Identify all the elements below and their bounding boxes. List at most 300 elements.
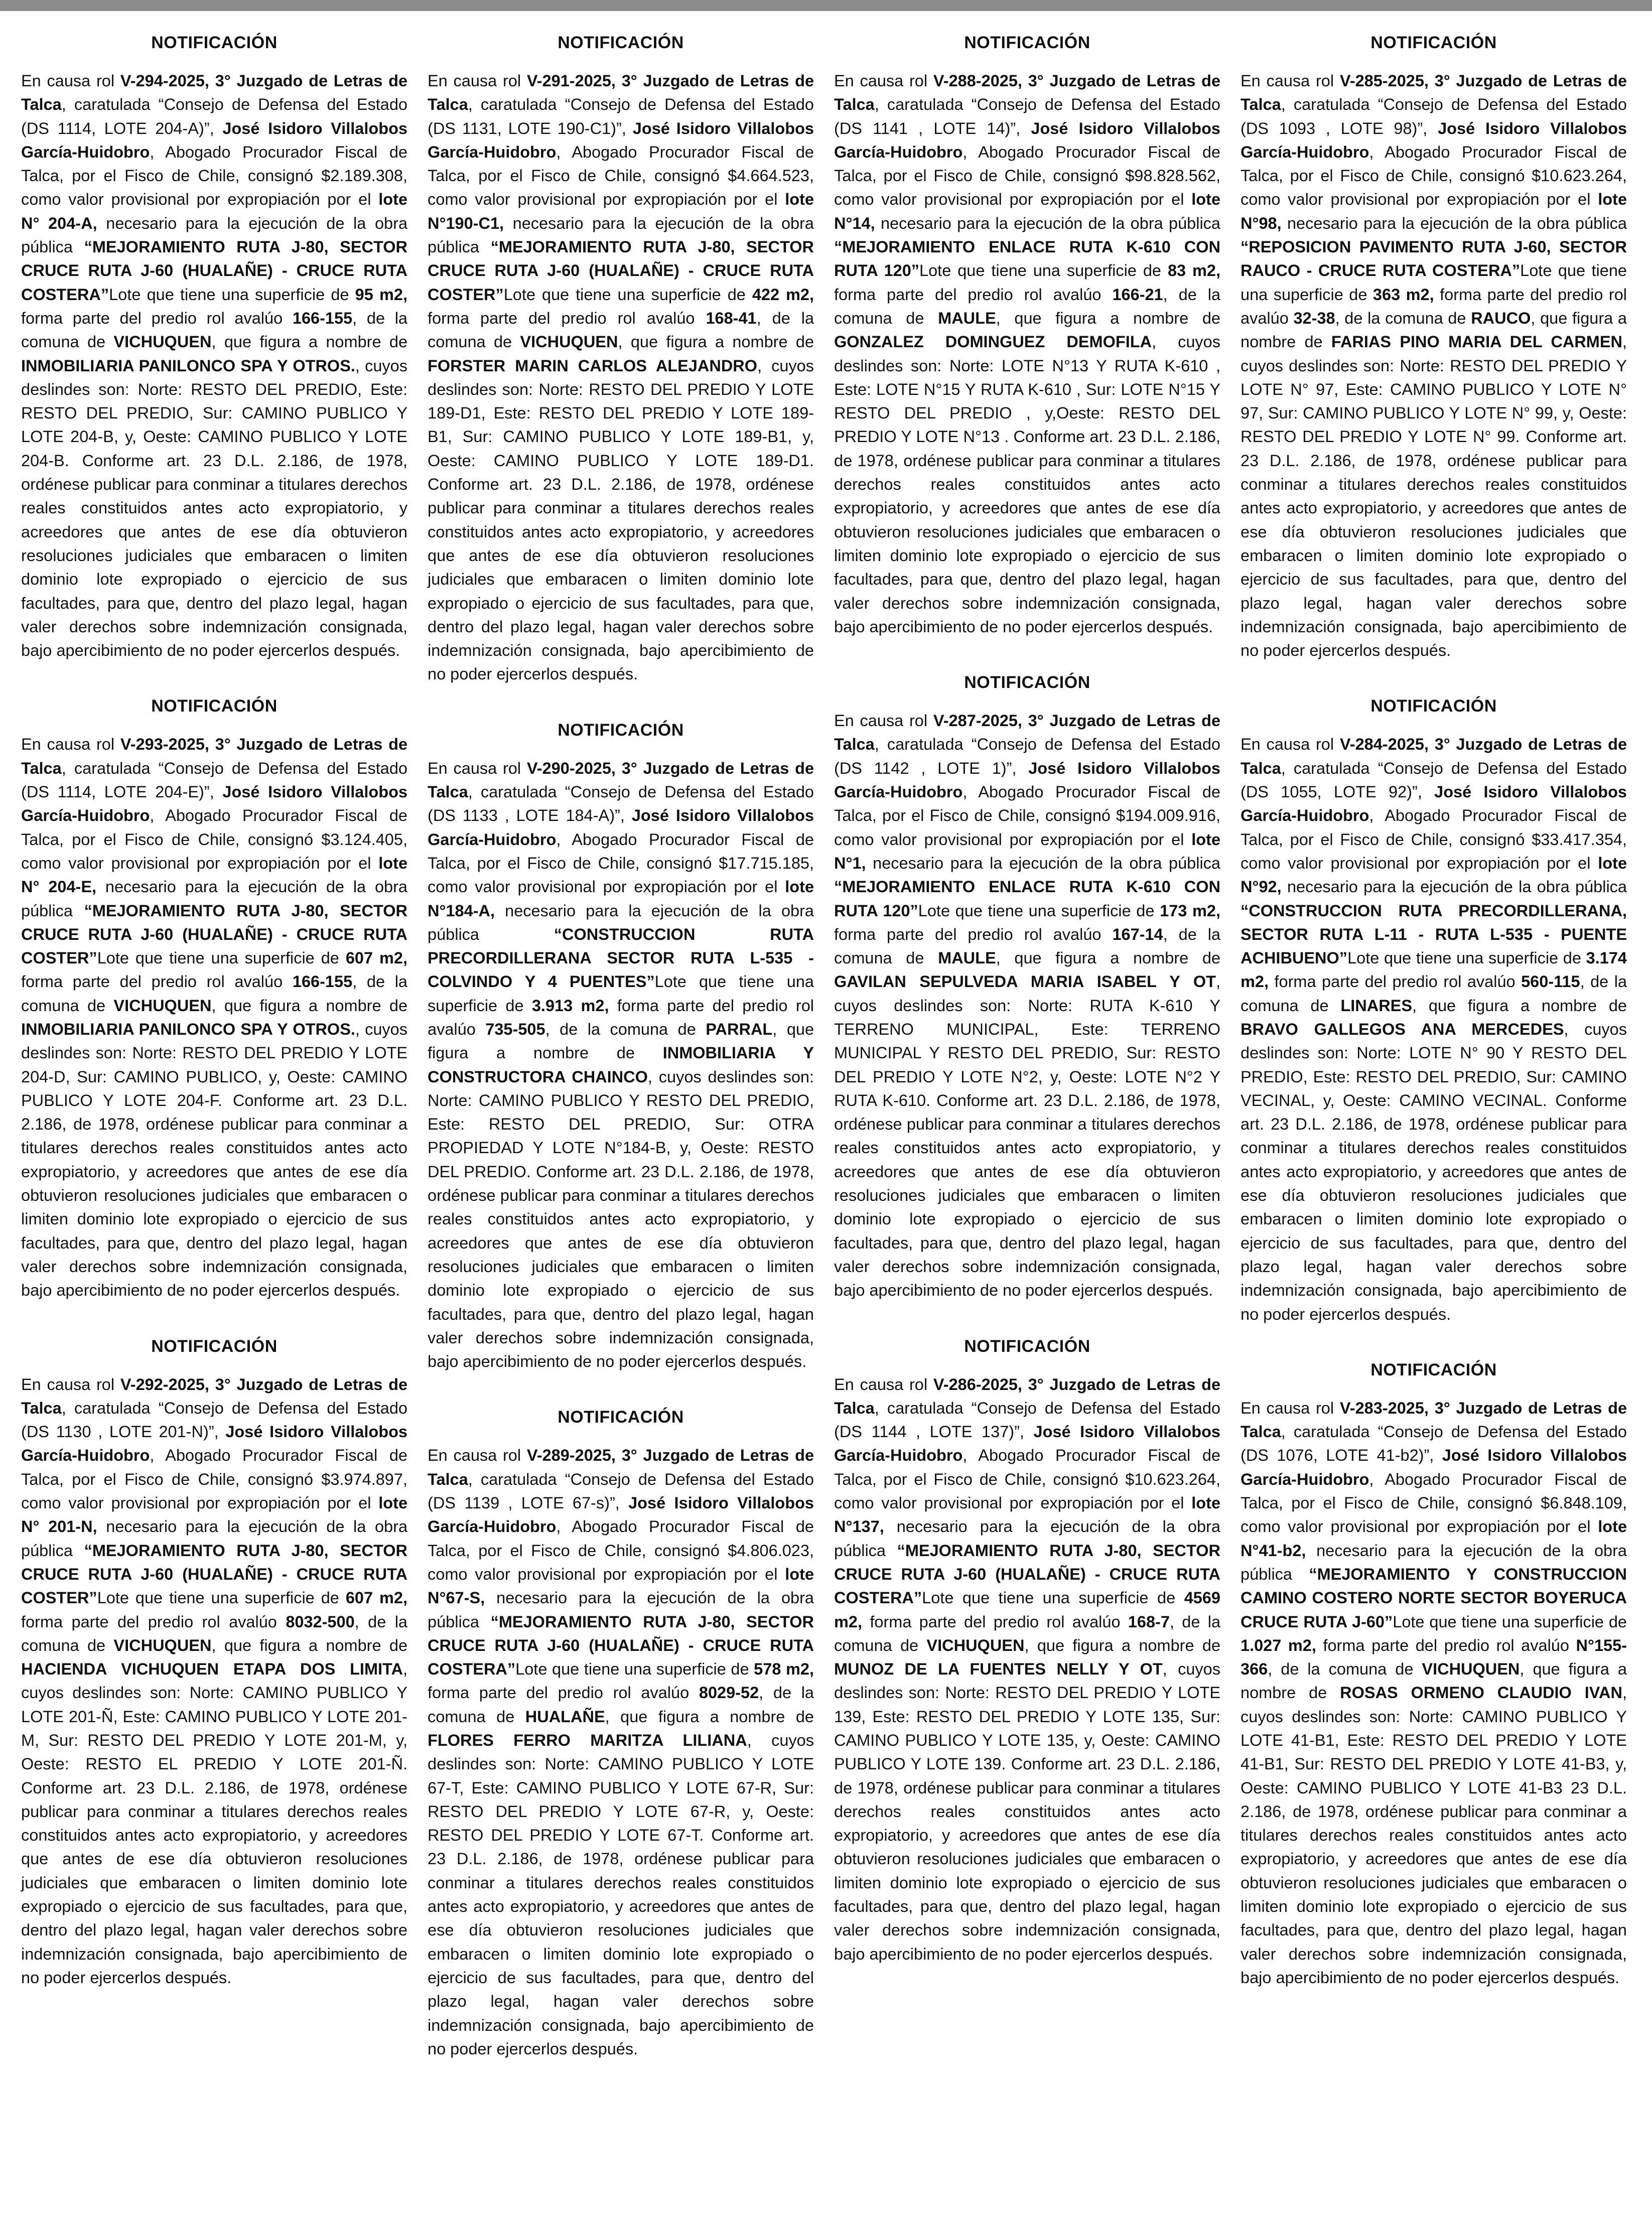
appraisal-roll: 735-505 xyxy=(485,1020,545,1038)
owner-name: MUNOZ DE LA FUENTES NELLY Y OT xyxy=(834,1660,1163,1679)
conforme-text: Conforme art. 23 D.L. 2.186, de 1978, ordénese publicar para conminar a titulares derechos reales constituidos antes acto expropiatorio, y acreedores que antes de ese día obtuvieron resoluciones judiciales que embaracen o limiten dominio lote expropiado o ejercicio de sus facultades, para que, dentro del plazo legal, hagan valer derechos sobre indemnización consignada, bajo apercibimiento de no poder ejercerlos después. xyxy=(834,1755,1220,1963)
forma-parte-text: forma parte del predio rol avalúo xyxy=(1323,1636,1569,1654)
notice-body: En causa rol V-286-2025, 3° Juzgado de Letras de Talca, caratulada “Consejo de Defensa del Estado (DS 1144 , LOTE 137)”, José Isidoro Villalobos García-Huidobro, Abogado Procurador Fiscal de Talca, por el Fisco de Chile, consignó $10.623.264, como valor provisional por expropiación por el lote N°137, necesario para la ejecución de la obra pública “MEJORAMIENTO RUTA J-80, SECTOR CRUCE RUTA J-60 (HUALAÑE) - CRUCE RUTA COSTERA”Lote que tiene una superficie de 4569 m2, forma parte del predio rol avalúo 168-7, de la comuna de VICHUQUEN, que figura a nombre de MUNOZ DE LA FUENTES NELLY Y OT, cuyos deslindes son: Norte: RESTO DEL PREDIO Y LOTE 139, Este: RESTO DEL PREDIO Y LOTE 135, Sur: CAMINO PUBLICO Y LOTE 135, y, Oeste: CAMINO PUBLICO Y LOTE 139. Conforme art. 23 D.L. 2.186, de 1978, ordénese publicar para conminar a titulares derechos reales constituidos antes acto expropiatorio, y acreedores que antes de ese día obtuvieron resoluciones judiciales que embaracen o limiten dominio lote expropiado o ejercicio de sus facultades, para que, dentro del plazo legal, hagan valer derechos sobre indemnización consignada, bajo apercibimiento de no poder ejercerlos después. xyxy=(834,1375,1221,1963)
valor-text: como valor provisional por expropiación por el xyxy=(1241,1517,1591,1536)
attorney-name: José Isidoro Villalobos García-Huidobro xyxy=(834,119,1221,161)
notice-body: En causa rol V-294-2025, 3° Juzgado de Letras de Talca, caratulada “Consejo de Defensa del Estado (DS 1114, LOTE 204-A)”, José Isidoro Villalobos García-Huidobro, Abogado Procurador Fiscal de Talca, por el Fisco de Chile, consignó $2.189.308, como valor provisional por expropiación por el lote N° 204-A, necesario para la ejecución de la obra pública “MEJORAMIENTO RUTA J-80, SECTOR CRUCE RUTA J-60 (HUALAÑE) - CRUCE RUTA COSTERA”Lote que tiene una superficie de 95 m2, forma parte del predio rol avalúo 166-155, de la comuna de VICHUQUEN, que figura a nombre de INMOBILIARIA PANILONCO SPA Y OTROS., cuyos deslindes son: Norte: RESTO DEL PREDIO, Este: RESTO DEL PREDIO, Sur: CAMINO PUBLICO Y LOTE 204-B, y, Oeste: CAMINO PUBLICO Y LOTE 204-B. Conforme art. 23 D.L. 2.186, de 1978, ordénese publicar para conminar a titulares derechos reales constituidos antes acto expropiatorio, y acreedores que antes de ese día obtuvieron resoluciones judiciales que embaracen o limiten dominio lote expropiado o ejercicio de sus facultades, para que, dentro del plazo legal, hagan valer derechos sobre indemnización consignada, bajo apercibimiento de no poder ejercerlos después. xyxy=(21,72,408,660)
lote-sup-text: Lote que tiene una superficie de xyxy=(922,1589,1176,1607)
commune: HUALAÑE xyxy=(525,1707,605,1726)
necesario-text: necesario para la ejecución de la obra pública xyxy=(21,1517,408,1560)
lot-number: lote N°92, xyxy=(1241,854,1627,896)
conforme-text: Conforme art. 23 D.L. 2.186, de 1978, ordénese publicar para conminar a titulares derechos reales constituidos antes acto expropiatorio, y acreedores que antes de ese día obtuvieron resoluciones judiciales que embaracen o limiten dominio lote expropiado o ejercicio de sus facultades, para que, dentro del plazo legal, hagan valer derechos sobre indemnización consignada, bajo apercibimiento de no poder ejercerlos después. xyxy=(834,1091,1221,1300)
case-caption: “Consejo de Defensa del Estado (DS 1130 , LOTE 201-N)” xyxy=(21,1399,408,1441)
case-caption: “Consejo de Defensa del Estado (DS 1093 , LOTE 98)” xyxy=(1241,95,1627,137)
necesario-text: necesario para la ejecución de la obra pública xyxy=(1287,214,1627,232)
column-3 xyxy=(834,31,1220,1998)
column-2 xyxy=(428,31,814,2093)
case-caption: “Consejo de Defensa del Estado (DS 1141 , LOTE 14)” xyxy=(834,95,1221,137)
surface-area: 4569 m2, xyxy=(834,1589,1221,1631)
lot-number: lote N°190-C1, xyxy=(428,190,814,232)
figura-text: que figura a nombre de xyxy=(428,1020,814,1062)
lot-number: lote N°14, xyxy=(834,190,1221,232)
boundaries: Norte: LOTE N°13 Y RUTA K-610 , Este: LOTE N°15 Y RUTA K-610 , Sur: LOTE N°15 Y RESTO DEL PREDIO , y,Oeste: RESTO DEL PREDIO Y LOTE N°13 . xyxy=(834,356,1221,446)
public-work: “MEJORAMIENTO RUTA J-80, SECTOR CRUCE RUTA J-60 (HUALAÑE) - CRUCE RUTA COSTER” xyxy=(21,901,407,967)
amount: $194.009.916 xyxy=(1116,806,1216,825)
owner-name: HACIENDA VICHUQUEN ETAPA DOS LIMITA xyxy=(21,1660,403,1679)
attorney-role: Abogado Procurador Fiscal de Talca, por el Fisco de Chile, consignó xyxy=(834,143,1220,185)
boundaries: Norte: RESTO DEL PREDIO, Este: RESTO DEL PREDIO, Sur: CAMINO PUBLICO Y LOTE 204-B, y, Oeste: CAMINO PUBLICO Y LOTE 204-B. xyxy=(21,380,408,470)
notice-title: NOTIFICACIÓN xyxy=(964,33,1090,52)
necesario-text: necesario para la ejecución de la obra pública xyxy=(1287,878,1627,896)
forma-parte-text: forma parte del predio rol avalúo xyxy=(870,1612,1121,1631)
forma-parte-text: forma parte del predio rol avalúo xyxy=(21,1612,277,1631)
lote-sup-text: Lote que tiene una superficie de xyxy=(109,285,349,304)
valor-text: como valor provisional por expropiación por el xyxy=(428,190,778,209)
appraisal-roll: 8032-500 xyxy=(286,1612,355,1631)
notifications-page xyxy=(0,11,1652,2222)
conforme-text: 23 D.L. 2.186, de 1978, ordénese publicar para conminar a titulares derechos reales constituidos antes acto expropiatorio, y acreedores que antes de ese día obtuvieron resoluciones judiciales que embaracen o limiten dominio lote expropiado o ejercicio de sus facultades, para que, dentro del plazo legal, hagan valer derechos sobre indemnización consignada, bajo apercibimiento de no poder ejercerlos después. xyxy=(1241,1778,1627,1987)
intro-text: En causa rol xyxy=(1241,72,1334,90)
forma-parte-text: forma parte del predio rol avalúo xyxy=(1241,285,1627,327)
amount: $33.417.354 xyxy=(1532,830,1622,849)
conforme-text: Conforme art. 23 D.L. 2.186, de 1978, ordénese publicar para conminar a titulares derechos reales constituidos antes acto expropiatorio, y acreedores que antes de ese día obtuvieron resoluciones judiciales que embaracen o limiten dominio lote expropiado o ejercicio de sus facultades, para que, dentro del plazo legal, hagan valer derechos sobre indemnización consignada, bajo apercibimiento de no poder ejercerlos después. xyxy=(1241,1091,1627,1323)
caratulada-label: caratulada xyxy=(480,1470,557,1488)
figura-text: que figura a nombre de xyxy=(1014,949,1220,967)
attorney-role: Abogado Procurador Fiscal de Talca, por el Fisco de Chile, consignó xyxy=(834,783,1220,825)
comuna-text: de la comuna de xyxy=(560,1020,696,1038)
lote-sup-text: Lote que tiene una superficie de xyxy=(503,285,746,304)
case-rol: V-288-2025, 3° Juzgado de Letras de Talca xyxy=(834,72,1221,114)
commune: LINARES xyxy=(1340,996,1413,1015)
intro-text: En causa rol xyxy=(21,72,115,90)
boundaries: Norte: CAMINO PUBLICO Y LOTE 201-Ñ, Este: CAMINO PUBLICO Y LOTE 201-M, Sur: RESTO DEL PREDIO Y LOTE 201-M, y, Oeste: RESTO EL PREDIO Y LOTE 201-Ñ. xyxy=(21,1684,407,1773)
boundaries: Norte: RESTO DEL PREDIO Y LOTE 189-D1, Este: RESTO DEL PREDIO Y LOTE 189-B1, Sur: CAMINO PUBLICO Y LOTE 189-B1, y, Oeste: CAMINO PUBLICO Y LOTE 189-D1. xyxy=(428,380,814,470)
conforme-text: Conforme art. 23 D.L. 2.186, de 1978, ordénese publicar para conminar a titulares derechos reales constituidos antes acto expropiatorio, y acreedores que antes de ese día obtuvieron resoluciones judiciales que embaracen o limiten dominio lote expropiado o ejercicio de sus facultades, para que, dentro del plazo legal, hagan valer derechos sobre indemnización consignada, bajo apercibimiento de no poder ejercerlos después. xyxy=(21,1778,407,1987)
attorney-role: Abogado Procurador Fiscal de Talca, por el Fisco de Chile, consignó xyxy=(21,1446,407,1488)
amount: $6.848.109 xyxy=(1541,1494,1622,1512)
notice-title: NOTIFICACIÓN xyxy=(151,697,278,716)
valor-text: como valor provisional por expropiación por el xyxy=(1241,190,1591,209)
notice-title: NOTIFICACIÓN xyxy=(1370,33,1497,52)
attorney-role: Abogado Procurador Fiscal de Talca, por el Fisco de Chile, consignó xyxy=(834,1446,1220,1488)
forma-parte-text: forma parte del predio rol avalúo xyxy=(1274,973,1516,991)
notice-title: NOTIFICACIÓN xyxy=(151,1336,278,1356)
amount: $4.664.523 xyxy=(728,167,809,185)
notice xyxy=(21,1335,407,1990)
attorney-name: José Isidoro Villalobos García-Huidobro xyxy=(1241,1446,1627,1488)
case-caption: “Consejo de Defensa del Estado (DS 1133 , LOTE 184-A)” xyxy=(428,783,814,825)
boundaries: Norte: CAMINO PUBLICO Y RESTO DEL PREDIO, Este: RESTO DEL PREDIO, Sur: OTRA PROPIEDAD Y LOTE N°184-B, y, Oeste: RESTO DEL PREDIO. xyxy=(428,1091,814,1181)
caratulada-label: caratulada xyxy=(74,95,151,114)
attorney-name: José Isidoro Villalobos García-Huidobro xyxy=(834,1423,1221,1465)
case-caption: “Consejo de Defensa del Estado (DS 1131, LOTE 190-C1)” xyxy=(428,95,814,137)
public-work: “MEJORAMIENTO RUTA J-80, SECTOR CRUCE RUTA J-60 (HUALAÑE) - CRUCE RUTA COSTER” xyxy=(428,238,814,304)
commune: RAUCO xyxy=(1471,309,1531,327)
valor-text: como valor provisional por expropiación por el xyxy=(834,1494,1184,1512)
amount: $98.828.562 xyxy=(1125,167,1216,185)
public-work: “MEJORAMIENTO RUTA J-80, SECTOR CRUCE RUTA J-60 (HUALAÑE) - CRUCE RUTA COSTERA” xyxy=(21,238,407,304)
intro-text: En causa rol xyxy=(428,72,521,90)
deslindes-label: cuyos deslindes son: xyxy=(21,1684,181,1702)
caratulada-label: caratulada xyxy=(74,1399,151,1417)
notice xyxy=(1241,695,1627,1326)
figura-text: que figura a nombre de xyxy=(224,1636,408,1654)
attorney-role: Abogado Procurador Fiscal de Talca, por el Fisco de Chile, consignó xyxy=(428,143,814,185)
figura-text: que figura a nombre de xyxy=(224,333,408,351)
necesario-text: necesario para la ejecución de la obra pública xyxy=(21,878,407,920)
lot-number: lote N°41-b2, xyxy=(1241,1517,1627,1560)
forma-parte-text: forma parte del predio rol avalúo xyxy=(428,996,814,1038)
case-rol: V-284-2025, 3° Juzgado de Letras de Talca xyxy=(1241,735,1627,777)
surface-area: 422 m2, xyxy=(752,285,814,304)
public-work: “MEJORAMIENTO ENLACE RUTA K-610 CON RUTA 120” xyxy=(834,878,1220,920)
notice xyxy=(834,671,1220,1302)
boundaries: Norte: CAMINO PUBLICO Y LOTE 41-B1, Este: RESTO DEL PREDIO Y LOTE 41-B1, Sur: RESTO DEL PREDIO Y LOTE 41-B3, y, Oeste: CAMINO PUBLICO Y LOTE 41-B3 xyxy=(1241,1707,1627,1797)
surface-area: 607 m2, xyxy=(345,949,407,967)
surface-area: 3.174 m2, xyxy=(1241,949,1627,991)
conforme-text: Conforme art. 23 D.L. 2.186, de 1978, ordénese publicar para conminar a titulares derechos reales constituidos antes acto expropiatorio, y acreedores que antes de ese día obtuvieron resoluciones judiciales que embaracen o limiten dominio lote expropiado o ejercicio de sus facultades, para que, dentro del plazo legal, hagan valer derechos sobre indemnización consignada, bajo apercibimiento de no poder ejercerlos después. xyxy=(428,1826,814,2058)
necesario-text: necesario para la ejecución de la obra pública xyxy=(428,901,814,943)
attorney-name: José Isidoro Villalobos García-Huidobro xyxy=(428,119,814,161)
case-rol: V-285-2025, 3° Juzgado de Letras de Talca xyxy=(1241,72,1627,114)
public-work: “MEJORAMIENTO Y CONSTRUCCION CAMINO COSTERO NORTE SECTOR BOYERUCA CRUCE RUTA J-60” xyxy=(1241,1565,1627,1631)
attorney-name: José Isidoro Villalobos García-Huidobro xyxy=(21,1423,407,1465)
attorney-name: José Isidoro Villalobos García-Huidobro xyxy=(21,119,408,161)
intro-text: En causa rol xyxy=(1241,1399,1334,1417)
boundaries: Norte: RESTO DEL PREDIO Y LOTE 204-D, Sur: CAMINO PUBLICO, y, Oeste: CAMINO PUBLICO Y LOTE 204-F. xyxy=(21,1044,408,1109)
case-caption: “Consejo de Defensa del Estado (DS 1114, LOTE 204-E)” xyxy=(21,759,408,801)
attorney-name: José Isidoro Villalobos García-Huidobro xyxy=(21,783,408,825)
deslindes-label: cuyos deslindes son: xyxy=(1241,356,1395,375)
deslindes-label: cuyos deslindes son: xyxy=(1241,1020,1627,1062)
notice-title: NOTIFICACIÓN xyxy=(558,720,684,740)
appraisal-roll: N°155-366 xyxy=(1241,1636,1627,1679)
conforme-text: Conforme art. 23 D.L. 2.186, de 1978, ordénese publicar para conminar a titulares derechos reales constituidos antes acto expropiatorio, y acreedores que antes de ese día obtuvieron resoluciones judiciales que embaracen o limiten dominio lote expropiado o ejercicio de sus facultades, para que, dentro del plazo legal, hagan valer derechos sobre indemnización consignada, bajo apercibimiento de no poder ejercerlos después. xyxy=(1241,428,1627,660)
surface-area: 173 m2, xyxy=(1160,901,1221,920)
commune: MAULE xyxy=(938,309,996,327)
public-work: “MEJORAMIENTO RUTA J-80, SECTOR CRUCE RUTA J-60 (HUALAÑE) - CRUCE RUTA COSTERA” xyxy=(428,1612,814,1679)
surface-area: 607 m2, xyxy=(345,1589,407,1607)
forma-parte-text: forma parte del predio rol avalúo xyxy=(428,1684,690,1702)
comuna-text: de la comuna de xyxy=(21,973,408,1015)
comuna-text: de la comuna de xyxy=(21,309,408,351)
caratulada-label: caratulada xyxy=(887,735,963,754)
appraisal-roll: 32-38 xyxy=(1293,309,1335,327)
notice-body: En causa rol V-285-2025, 3° Juzgado de Letras de Talca, caratulada “Consejo de Defensa del Estado (DS 1093 , LOTE 98)”, José Isidoro Villalobos García-Huidobro, Abogado Procurador Fiscal de Talca, por el Fisco de Chile, consignó $10.623.264, como valor provisional por expropiación por el lote N°98, necesario para la ejecución de la obra pública “REPOSICION PAVIMENTO RUTA J-60, SECTOR RAUCO - CRUCE RUTA COSTERA”Lote que tiene una superficie de 363 m2, forma parte del predio rol avalúo 32-38, de la comuna de RAUCO, que figura a nombre de FARIAS PINO MARIA DEL CARMEN, cuyos deslindes son: Norte: RESTO DEL PREDIO Y LOTE N° 97, Este: CAMINO PUBLICO Y LOTE N° 97, Sur: CAMINO PUBLICO Y LOTE N° 99, y, Oeste: RESTO DEL PREDIO Y LOTE N° 99. Conforme art. 23 D.L. 2.186, de 1978, ordénese publicar para conminar a titulares derechos reales constituidos antes acto expropiatorio, y acreedores que antes de ese día obtuvieron resoluciones judiciales que embaracen o limiten dominio lote expropiado o ejercicio de sus facultades, para que, dentro del plazo legal, hagan valer derechos sobre indemnización consignada, bajo apercibimiento de no poder ejercerlos después. xyxy=(1241,72,1627,660)
lot-number: lote N°67-S, xyxy=(428,1565,814,1607)
commune: VICHUQUEN xyxy=(113,996,212,1015)
intro-text: En causa rol xyxy=(834,1375,928,1394)
caratulada-label: caratulada xyxy=(1293,1423,1370,1441)
appraisal-roll: 8029-52 xyxy=(699,1684,759,1702)
notice-body: En causa rol V-288-2025, 3° Juzgado de Letras de Talca, caratulada “Consejo de Defensa del Estado (DS 1141 , LOTE 14)”, José Isidoro Villalobos García-Huidobro, Abogado Procurador Fiscal de Talca, por el Fisco de Chile, consignó $98.828.562, como valor provisional por expropiación por el lote N°14, necesario para la ejecución de la obra pública “MEJORAMIENTO ENLACE RUTA K-610 CON RUTA 120”Lote que tiene una superficie de 83 m2, forma parte del predio rol avalúo 166-21, de la comuna de MAULE, que figura a nombre de GONZALEZ DOMINGUEZ DEMOFILA, cuyos deslindes son: Norte: LOTE N°13 Y RUTA K-610 , Este: LOTE N°15 Y RUTA K-610 , Sur: LOTE N°15 Y RESTO DEL PREDIO , y,Oeste: RESTO DEL PREDIO Y LOTE N°13 . Conforme art. 23 D.L. 2.186, de 1978, ordénese publicar para conminar a titulares derechos reales constituidos antes acto expropiatorio, y acreedores que antes de ese día obtuvieron resoluciones judiciales que embaracen o limiten dominio lote expropiado o ejercicio de sus facultades, para que, dentro del plazo legal, hagan valer derechos sobre indemnización consignada, bajo apercibimiento de no poder ejercerlos después. xyxy=(834,72,1221,636)
public-work: “CONSTRUCCION RUTA PRECORDILLERANA SECTOR RUTA L-535 - COLVINDO Y 4 PUENTES” xyxy=(428,925,814,991)
deslindes-label: cuyos deslindes son: xyxy=(834,1660,1221,1702)
case-caption: “Consejo de Defensa del Estado (DS 1114, LOTE 204-A)” xyxy=(21,95,408,137)
surface-area: 1.027 m2, xyxy=(1241,1636,1316,1654)
valor-text: como valor provisional por expropiación por el xyxy=(21,854,371,872)
appraisal-roll: 166-21 xyxy=(1112,285,1163,304)
necesario-text: necesario para la ejecución de la obra pública xyxy=(428,214,814,256)
case-rol: V-286-2025, 3° Juzgado de Letras de Talca xyxy=(834,1375,1221,1417)
figura-text: que figura a nombre de xyxy=(1037,1636,1221,1654)
notice xyxy=(428,1406,814,2061)
appraisal-roll: 166-155 xyxy=(292,309,353,327)
attorney-role: Abogado Procurador Fiscal de Talca, por el Fisco de Chile, consignó xyxy=(1241,143,1627,185)
lote-sup-text: Lote que tiene una superficie de xyxy=(97,1589,339,1607)
caratulada-label: caratulada xyxy=(887,95,963,114)
commune: VICHUQUEN xyxy=(1422,1660,1520,1679)
notice-body: En causa rol V-284-2025, 3° Juzgado de Letras de Talca, caratulada “Consejo de Defensa del Estado (DS 1055, LOTE 92)”, José Isidoro Villalobos García-Huidobro, Abogado Procurador Fiscal de Talca, por el Fisco de Chile, consignó $33.417.354, como valor provisional por expropiación por el lote N°92, necesario para la ejecución de la obra pública “CONSTRUCCION RUTA PRECORDILLERANA, SECTOR RUTA L-11 - RUTA L-535 - PUENTE ACHIBUENO”Lote que tiene una superficie de 3.174 m2, forma parte del predio rol avalúo 560-115, de la comuna de LINARES, que figura a nombre de BRAVO GALLEGOS ANA MERCEDES, cuyos deslindes son: Norte: LOTE N° 90 Y RESTO DEL PREDIO, Este: RESTO DEL PREDIO, Sur: CAMINO VECINAL, y, Oeste: CAMINO VECINAL. Conforme art. 23 D.L. 2.186, de 1978, ordénese publicar para conminar a titulares derechos reales constituidos antes acto expropiatorio, y acreedores que antes de ese día obtuvieron resoluciones judiciales que embaracen o limiten dominio lote expropiado o ejercicio de sus facultades, para que, dentro del plazo legal, hagan valer derechos sobre indemnización consignada, bajo apercibimiento de no poder ejercerlos después. xyxy=(1241,735,1627,1323)
boundaries: Norte: CAMINO PUBLICO Y LOTE 67-T, Este: CAMINO PUBLICO Y LOTE 67-R, Sur: RESTO DEL PREDIO Y LOTE 67-R, y, Oeste: RESTO DEL PREDIO Y LOTE 67-T. xyxy=(428,1755,814,1845)
appraisal-roll: 167-14 xyxy=(1112,925,1163,943)
notice-body: En causa rol V-290-2025, 3° Juzgado de Letras de Talca, caratulada “Consejo de Defensa del Estado (DS 1133 , LOTE 184-A)”, José Isidoro Villalobos García-Huidobro, Abogado Procurador Fiscal de Talca, por el Fisco de Chile, consignó $17.715.185, como valor provisional por expropiación por el lote N°184-A, necesario para la ejecución de la obra pública “CONSTRUCCION RUTA PRECORDILLERANA SECTOR RUTA L-535 - COLVINDO Y 4 PUENTES”Lote que tiene una superficie de 3.913 m2, forma parte del predio rol avalúo 735-505, de la comuna de PARRAL, que figura a nombre de INMOBILIARIA Y CONSTRUCTORA CHAINCO, cuyos deslindes son: Norte: CAMINO PUBLICO Y RESTO DEL PREDIO, Este: RESTO DEL PREDIO, Sur: OTRA PROPIEDAD Y LOTE N°184-B, y, Oeste: RESTO DEL PREDIO. Conforme art. 23 D.L. 2.186, de 1978, ordénese publicar para conminar a titulares derechos reales constituidos antes acto expropiatorio, y acreedores que antes de ese día obtuvieron resoluciones judiciales que embaracen o limiten dominio lote expropiado o ejercicio de sus facultades, para que, dentro del plazo legal, hagan valer derechos sobre indemnización consignada, bajo apercibimiento de no poder ejercerlos después. xyxy=(428,759,814,1371)
attorney-role: Abogado Procurador Fiscal de Talca, por el Fisco de Chile, consignó xyxy=(428,830,814,872)
intro-text: En causa rol xyxy=(428,759,521,777)
case-rol: V-294-2025, 3° Juzgado de Letras de Talca xyxy=(21,72,408,114)
valor-text: como valor provisional por expropiación por el xyxy=(834,190,1184,209)
appraisal-roll: 168-7 xyxy=(1128,1612,1170,1631)
notice xyxy=(1241,31,1627,662)
figura-text: que figura a nombre de xyxy=(630,333,814,351)
public-work: “REPOSICION PAVIMENTO RUTA J-60, SECTOR RAUCO - CRUCE RUTA COSTERA” xyxy=(1241,238,1627,280)
notice xyxy=(428,719,814,1374)
comuna-text: de la comuna de xyxy=(834,285,1221,327)
notice xyxy=(834,31,1220,639)
surface-area: 578 m2, xyxy=(754,1660,814,1679)
attorney-role: Abogado Procurador Fiscal de Talca, por el Fisco de Chile, consignó xyxy=(21,143,407,185)
conforme-text: Conforme art. 23 D.L. 2.186, de 1978, ordénese publicar para conminar a titulares derechos reales constituidos antes acto expropiatorio, y acreedores que antes de ese día obtuvieron resoluciones judiciales que embaracen o limiten dominio lote expropiado o ejercicio de sus facultades, para que, dentro del plazo legal, hagan valer derechos sobre indemnización consignada, bajo apercibimiento de no poder ejercerlos después. xyxy=(428,1162,814,1371)
lot-number: lote N° 204-E, xyxy=(21,854,408,896)
comuna-text: de la comuna de xyxy=(1344,309,1466,327)
case-caption: “Consejo de Defensa del Estado (DS 1142 , LOTE 1)” xyxy=(834,735,1221,777)
top-rule xyxy=(0,0,1652,11)
deslindes-label: cuyos deslindes son: xyxy=(21,356,407,398)
figura-text: que figura a nombre de xyxy=(1241,1660,1627,1702)
owner-name: GAVILAN SEPULVEDA MARIA ISABEL Y OT xyxy=(834,973,1216,991)
case-rol: V-290-2025, 3° Juzgado de Letras de Talca xyxy=(428,759,814,801)
boundaries: Norte: LOTE N° 90 Y RESTO DEL PREDIO, Este: RESTO DEL PREDIO, Sur: CAMINO VECINAL, y, Oeste: CAMINO VECINAL. xyxy=(1241,1044,1627,1109)
caratulada-label: caratulada xyxy=(1293,759,1370,777)
notice-body: En causa rol V-292-2025, 3° Juzgado de Letras de Talca, caratulada “Consejo de Defensa del Estado (DS 1130 , LOTE 201-N)”, José Isidoro Villalobos García-Huidobro, Abogado Procurador Fiscal de Talca, por el Fisco de Chile, consignó $3.974.897, como valor provisional por expropiación por el lote N° 201-N, necesario para la ejecución de la obra pública “MEJORAMIENTO RUTA J-80, SECTOR CRUCE RUTA J-60 (HUALAÑE) - CRUCE RUTA COSTER”Lote que tiene una superficie de 607 m2, forma parte del predio rol avalúo 8032-500, de la comuna de VICHUQUEN, que figura a nombre de HACIENDA VICHUQUEN ETAPA DOS LIMITA, cuyos deslindes son: Norte: CAMINO PUBLICO Y LOTE 201-Ñ, Este: CAMINO PUBLICO Y LOTE 201-M, Sur: RESTO DEL PREDIO Y LOTE 201-M, y, Oeste: RESTO EL PREDIO Y LOTE 201-Ñ. Conforme art. 23 D.L. 2.186, de 1978, ordénese publicar para conminar a titulares derechos reales constituidos antes acto expropiatorio, y acreedores que antes de ese día obtuvieron resoluciones judiciales que embaracen o limiten dominio lote expropiado o ejercicio de sus facultades, para que, dentro del plazo legal, hagan valer derechos sobre indemnización consignada, bajo apercibimiento de no poder ejercerlos después. xyxy=(21,1375,408,1987)
figura-text: que figura a nombre de xyxy=(1241,309,1627,351)
conforme-text: Conforme art. 23 D.L. 2.186, de 1978, ordénese publicar para conminar a titulares derechos reales constituidos antes acto expropiatorio, y acreedores que antes de ese día obtuvieron resoluciones judiciales que embaracen o limiten dominio lote expropiado o ejercicio de sus facultades, para que, dentro del plazo legal, hagan valer derechos sobre indemnización consignada, bajo apercibimiento de no poder ejercerlos después. xyxy=(834,428,1220,636)
lot-number: lote N°137, xyxy=(834,1494,1221,1536)
notice xyxy=(21,31,407,662)
intro-text: En causa rol xyxy=(1241,735,1334,754)
notice-title: NOTIFICACIÓN xyxy=(558,33,684,52)
case-rol: V-283-2025, 3° Juzgado de Letras de Talca xyxy=(1241,1399,1627,1441)
figura-text: que figura a nombre de xyxy=(620,1707,814,1726)
amount: $2.189.308 xyxy=(321,167,403,185)
forma-parte-text: forma parte del predio rol avalúo xyxy=(21,309,283,327)
column-1 xyxy=(21,31,407,2022)
comuna-text: de la comuna de xyxy=(1241,973,1627,1015)
forma-parte-text: forma parte del predio rol avalúo xyxy=(428,309,695,327)
lote-sup-text: Lote que tiene una superficie de xyxy=(1241,261,1627,304)
intro-text: En causa rol xyxy=(834,72,928,90)
column-4 xyxy=(1241,31,1627,2022)
case-rol: V-291-2025, 3° Juzgado de Letras de Talca xyxy=(428,72,814,114)
case-rol: V-289-2025, 3° Juzgado de Letras de Talca xyxy=(428,1446,814,1488)
attorney-role: Abogado Procurador Fiscal de Talca, por el Fisco de Chile, consignó xyxy=(1241,806,1627,849)
necesario-text: necesario para la ejecución de la obra pública xyxy=(428,1589,814,1631)
deslindes-label: cuyos deslindes son: xyxy=(428,1731,814,1773)
lot-number: lote N° 204-A, xyxy=(21,190,408,232)
conforme-text: Conforme art. 23 D.L. 2.186, de 1978, ordénese publicar para conminar a titulares derechos reales constituidos antes acto expropiatorio, y acreedores que antes de ese día obtuvieron resoluciones judiciales que embaracen o limiten dominio lote expropiado o ejercicio de sus facultades, para que, dentro del plazo legal, hagan valer derechos sobre indemnización consignada, bajo apercibimiento de no poder ejercerlos después. xyxy=(428,475,814,683)
lote-sup-text: Lote que tiene una superficie de xyxy=(97,949,339,967)
notice-body: En causa rol V-293-2025, 3° Juzgado de Letras de Talca, caratulada “Consejo de Defensa del Estado (DS 1114, LOTE 204-E)”, José Isidoro Villalobos García-Huidobro, Abogado Procurador Fiscal de Talca, por el Fisco de Chile, consignó $3.124.405, como valor provisional por expropiación por el lote N° 204-E, necesario para la ejecución de la obra pública “MEJORAMIENTO RUTA J-80, SECTOR CRUCE RUTA J-60 (HUALAÑE) - CRUCE RUTA COSTER”Lote que tiene una superficie de 607 m2, forma parte del predio rol avalúo 166-155, de la comuna de VICHUQUEN, que figura a nombre de INMOBILIARIA PANILONCO SPA Y OTROS., cuyos deslindes son: Norte: RESTO DEL PREDIO Y LOTE 204-D, Sur: CAMINO PUBLICO, y, Oeste: CAMINO PUBLICO Y LOTE 204-F. Conforme art. 23 D.L. 2.186, de 1978, ordénese publicar para conminar a titulares derechos reales constituidos antes acto expropiatorio, y acreedores que antes de ese día obtuvieron resoluciones judiciales que embaracen o limiten dominio lote expropiado o ejercicio de sus facultades, para que, dentro del plazo legal, hagan valer derechos sobre indemnización consignada, bajo apercibimiento de no poder ejercerlos después. xyxy=(21,735,408,1300)
owner-name: INMOBILIARIA PANILONCO SPA Y OTROS. xyxy=(21,356,355,375)
necesario-text: necesario para la ejecución de la obra pública xyxy=(873,854,1220,872)
case-rol: V-293-2025, 3° Juzgado de Letras de Talca xyxy=(21,735,408,777)
public-work: “MEJORAMIENTO ENLACE RUTA K-610 CON RUTA 120” xyxy=(834,238,1220,280)
public-work: “MEJORAMIENTO RUTA J-80, SECTOR CRUCE RUTA J-60 (HUALAÑE) - CRUCE RUTA COSTER” xyxy=(21,1541,407,1607)
attorney-name: José Isidoro Villalobos García-Huidobro xyxy=(428,1494,814,1536)
commune: VICHUQUEN xyxy=(520,333,618,351)
amount: $3.124.405 xyxy=(321,830,403,849)
deslindes-label: cuyos deslindes son: xyxy=(834,333,1221,375)
intro-text: En causa rol xyxy=(834,712,928,730)
intro-text: En causa rol xyxy=(21,735,115,754)
attorney-name: José Isidoro Villalobos García-Huidobro xyxy=(428,806,814,849)
forma-parte-text: forma parte del predio rol avalúo xyxy=(21,973,283,991)
intro-text: En causa rol xyxy=(428,1446,521,1465)
comuna-text: de la comuna de xyxy=(834,1612,1221,1654)
forma-parte-text: forma parte del predio rol avalúo xyxy=(834,285,1102,304)
lot-number: lote N°184-A, xyxy=(428,878,814,920)
deslindes-label: cuyos deslindes son: xyxy=(658,1067,814,1086)
caratulada-label: caratulada xyxy=(1293,95,1370,114)
lote-sup-text: Lote que tiene una superficie de xyxy=(515,1660,749,1679)
commune: PARRAL xyxy=(706,1020,773,1038)
case-caption: “Consejo de Defensa del Estado (DS 1055, LOTE 92)” xyxy=(1241,759,1627,801)
deslindes-label: cuyos deslindes son: xyxy=(428,356,814,398)
boundaries: Norte: RESTO DEL PREDIO Y LOTE 139, Este: RESTO DEL PREDIO Y LOTE 135, Sur: CAMINO PUBLICO Y LOTE 135, y, Oeste: CAMINO PUBLICO Y LOTE 139. xyxy=(834,1684,1221,1773)
caratulada-label: caratulada xyxy=(480,95,557,114)
notice-body: En causa rol V-283-2025, 3° Juzgado de Letras de Talca, caratulada “Consejo de Defensa del Estado (DS 1076, LOTE 41-b2)”, José Isidoro Villalobos García-Huidobro, Abogado Procurador Fiscal de Talca, por el Fisco de Chile, consignó $6.848.109, como valor provisional por expropiación por el lote N°41-b2, necesario para la ejecución de la obra pública “MEJORAMIENTO Y CONSTRUCCION CAMINO COSTERO NORTE SECTOR BOYERUCA CRUCE RUTA J-60”Lote que tiene una superficie de 1.027 m2, forma parte del predio rol avalúo N°155-366, de la comuna de VICHUQUEN, que figura a nombre de ROSAS ORMENO CLAUDIO IVAN, cuyos deslindes son: Norte: CAMINO PUBLICO Y LOTE 41-B1, Este: RESTO DEL PREDIO Y LOTE 41-B1, Sur: RESTO DEL PREDIO Y LOTE 41-B3, y, Oeste: CAMINO PUBLICO Y LOTE 41-B3 23 D.L. 2.186, de 1978, ordénese publicar para conminar a titulares derechos reales constituidos antes acto expropiatorio, y acreedores que antes de ese día obtuvieron resoluciones judiciales que embaracen o limiten dominio lote expropiado o ejercicio de sus facultades, para que, dentro del plazo legal, hagan valer derechos sobre indemnización consignada, bajo apercibimiento de no poder ejercerlos después. xyxy=(1241,1399,1627,1987)
comuna-text: de la comuna de xyxy=(428,309,814,351)
amount: $10.623.264 xyxy=(1125,1470,1216,1488)
amount: $4.806.023 xyxy=(728,1541,809,1560)
commune: VICHUQUEN xyxy=(113,333,212,351)
attorney-name: José Isidoro Villalobos García-Huidobro xyxy=(834,759,1220,801)
owner-name: FLORES FERRO MARITZA LILIANA xyxy=(428,1731,747,1749)
owner-name: INMOBILIARIA Y CONSTRUCTORA CHAINCO xyxy=(428,1044,814,1086)
notice-title: NOTIFICACIÓN xyxy=(151,33,278,52)
owner-name: GONZALEZ DOMINGUEZ DEMOFILA xyxy=(834,333,1152,351)
notice-title: NOTIFICACIÓN xyxy=(558,1408,684,1427)
notice-title: NOTIFICACIÓN xyxy=(964,1336,1090,1356)
figura-text: que figura a nombre de xyxy=(1428,996,1627,1015)
comuna-text: de la comuna de xyxy=(428,1684,814,1726)
necesario-text: necesario para la ejecución de la obra pública xyxy=(21,214,408,256)
notice-title: NOTIFICACIÓN xyxy=(964,673,1090,692)
caratulada-label: caratulada xyxy=(74,759,151,777)
lote-sup-text: Lote que tiene una superficie de xyxy=(428,973,814,1015)
figura-text: que figura a nombre de xyxy=(224,996,408,1015)
notice xyxy=(834,1335,1220,1966)
necesario-text: necesario para la ejecución de la obra pública xyxy=(1241,1541,1627,1583)
caratulada-label: caratulada xyxy=(887,1399,963,1417)
valor-text: como valor provisional por expropiación por el xyxy=(21,190,371,209)
notice-body: En causa rol V-291-2025, 3° Juzgado de Letras de Talca, caratulada “Consejo de Defensa del Estado (DS 1131, LOTE 190-C1)”, José Isidoro Villalobos García-Huidobro, Abogado Procurador Fiscal de Talca, por el Fisco de Chile, consignó $4.664.523, como valor provisional por expropiación por el lote N°190-C1, necesario para la ejecución de la obra pública “MEJORAMIENTO RUTA J-80, SECTOR CRUCE RUTA J-60 (HUALAÑE) - CRUCE RUTA COSTER”Lote que tiene una superficie de 422 m2, forma parte del predio rol avalúo 168-41, de la comuna de VICHUQUEN, que figura a nombre de FORSTER MARIN CARLOS ALEJANDRO, cuyos deslindes son: Norte: RESTO DEL PREDIO Y LOTE 189-D1, Este: RESTO DEL PREDIO Y LOTE 189-B1, Sur: CAMINO PUBLICO Y LOTE 189-B1, y, Oeste: CAMINO PUBLICO Y LOTE 189-D1. Conforme art. 23 D.L. 2.186, de 1978, ordénese publicar para conminar a titulares derechos reales constituidos antes acto expropiatorio, y acreedores que antes de ese día obtuvieron resoluciones judiciales que embaracen o limiten dominio lote expropiado o ejercicio de sus facultades, para que, dentro del plazo legal, hagan valer derechos sobre indemnización consignada, bajo apercibimiento de no poder ejercerlos después. xyxy=(428,72,814,683)
notice-title: NOTIFICACIÓN xyxy=(1370,1360,1497,1379)
lote-sup-text: Lote que tiene una superficie de xyxy=(1347,949,1581,967)
intro-text: En causa rol xyxy=(21,1375,115,1394)
valor-text: como valor provisional por expropiación por el xyxy=(21,1494,371,1512)
notice xyxy=(1241,1358,1627,1990)
case-caption: “Consejo de Defensa del Estado (DS 1139 , LOTE 67-s)” xyxy=(428,1470,814,1512)
amount: $17.715.185 xyxy=(719,854,809,872)
lote-sup-text: Lote que tiene una superficie de xyxy=(919,261,1162,280)
comuna-text: de la comuna de xyxy=(834,925,1221,967)
case-caption: “Consejo de Defensa del Estado (DS 1076, LOTE 41-b2)” xyxy=(1241,1423,1627,1465)
owner-name: FARIAS PINO MARIA DEL CARMEN xyxy=(1331,333,1622,351)
surface-area: 95 m2, xyxy=(355,285,408,304)
surface-area: 83 m2, xyxy=(1167,261,1220,280)
case-caption: “Consejo de Defensa del Estado (DS 1144 , LOTE 137)” xyxy=(834,1399,1221,1441)
commune: VICHUQUEN xyxy=(926,1636,1025,1654)
commune: VICHUQUEN xyxy=(113,1636,212,1654)
attorney-role: Abogado Procurador Fiscal de Talca, por el Fisco de Chile, consignó xyxy=(21,806,407,849)
public-work: “MEJORAMIENTO RUTA J-80, SECTOR CRUCE RUTA J-60 (HUALAÑE) - CRUCE RUTA COSTERA” xyxy=(834,1541,1220,1607)
owner-name: ROSAS ORMENO CLAUDIO IVAN xyxy=(1340,1684,1622,1702)
valor-text: como valor provisional por expropiación por el xyxy=(834,830,1184,849)
notice-title: NOTIFICACIÓN xyxy=(1370,697,1497,716)
attorney-role: Abogado Procurador Fiscal de Talca, por el Fisco de Chile, consignó xyxy=(1241,1470,1627,1512)
owner-name: INMOBILIARIA PANILONCO SPA Y OTROS. xyxy=(21,1020,355,1038)
public-work: “CONSTRUCCION RUTA PRECORDILLERANA, SECTOR RUTA L-11 - RUTA L-535 - PUENTE ACHIBUENO” xyxy=(1241,901,1627,967)
necesario-text: necesario para la ejecución de la obra pública xyxy=(834,1517,1220,1560)
appraisal-roll: 168-41 xyxy=(706,309,757,327)
deslindes-label: cuyos deslindes son: xyxy=(1241,1707,1401,1726)
deslindes-label: cuyos deslindes son: xyxy=(834,996,1011,1015)
valor-text: como valor provisional por expropiación por el xyxy=(428,1565,778,1583)
deslindes-label: cuyos deslindes son: xyxy=(21,1020,407,1062)
caratulada-label: caratulada xyxy=(480,783,557,801)
owner-name: FORSTER MARIN CARLOS ALEJANDRO xyxy=(428,356,758,375)
figura-text: que figura a nombre de xyxy=(1014,309,1220,327)
appraisal-roll: 560-115 xyxy=(1521,973,1580,991)
attorney-name: José Isidoro Villalobos García-Huidobro xyxy=(1241,783,1627,825)
valor-text: como valor provisional por expropiación por el xyxy=(428,878,778,896)
notice xyxy=(21,695,407,1302)
valor-text: como valor provisional por expropiación por el xyxy=(1241,854,1591,872)
forma-parte-text: forma parte del predio rol avalúo xyxy=(834,925,1102,943)
notice xyxy=(428,31,814,686)
attorney-name: José Isidoro Villalobos García-Huidobro xyxy=(1241,119,1627,161)
lot-number: lote N° 201-N, xyxy=(21,1494,408,1536)
comuna-text: de la comuna de xyxy=(1281,1660,1414,1679)
case-rol: V-287-2025, 3° Juzgado de Letras de Talca xyxy=(834,712,1221,754)
amount: $3.974.897 xyxy=(321,1470,403,1488)
conforme-text: Conforme art. 23 D.L. 2.186, de 1978, ordénese publicar para conminar a titulares derechos reales constituidos antes acto expropiatorio, y acreedores que antes de ese día obtuvieron resoluciones judiciales que embaracen o limiten dominio lote expropiado o ejercicio de sus facultades, para que, dentro del plazo legal, hagan valer derechos sobre indemnización consignada, bajo apercibimiento de no poder ejercerlos después. xyxy=(21,1091,407,1300)
notice-body: En causa rol V-289-2025, 3° Juzgado de Letras de Talca, caratulada “Consejo de Defensa del Estado (DS 1139 , LOTE 67-s)”, José Isidoro Villalobos García-Huidobro, Abogado Procurador Fiscal de Talca, por el Fisco de Chile, consignó $4.806.023, como valor provisional por expropiación por el lote N°67-S, necesario para la ejecución de la obra pública “MEJORAMIENTO RUTA J-80, SECTOR CRUCE RUTA J-60 (HUALAÑE) - CRUCE RUTA COSTERA”Lote que tiene una superficie de 578 m2, forma parte del predio rol avalúo 8029-52, de la comuna de HUALAÑE, que figura a nombre de FLORES FERRO MARITZA LILIANA, cuyos deslindes son: Norte: CAMINO PUBLICO Y LOTE 67-T, Este: CAMINO PUBLICO Y LOTE 67-R, Sur: RESTO DEL PREDIO Y LOTE 67-R, y, Oeste: RESTO DEL PREDIO Y LOTE 67-T. Conforme art. 23 D.L. 2.186, de 1978, ordénese publicar para conminar a titulares derechos reales constituidos antes acto expropiatorio, y acreedores que antes de ese día obtuvieron resoluciones judiciales que embaracen o limiten dominio lote expropiado o ejercicio de sus facultades, para que, dentro del plazo legal, hagan valer derechos sobre indemnización consignada, bajo apercibimiento de no poder ejercerlos después. xyxy=(428,1446,814,2058)
surface-area: 363 m2, xyxy=(1372,285,1434,304)
boundaries: Norte: RUTA K-610 Y TERRENO MUNICIPAL, Este: TERRENO MUNICIPAL Y RESTO DEL PREDIO, Sur: RESTO DEL PREDIO Y LOTE N°2, y, Oeste: LOTE N°2 Y RUTA K-610. xyxy=(834,996,1220,1109)
lote-sup-text: Lote que tiene una superficie de xyxy=(918,901,1155,920)
surface-area: 3.913 m2, xyxy=(531,996,609,1015)
lote-sup-text: Lote que tiene una superficie de xyxy=(1393,1612,1627,1631)
attorney-role: Abogado Procurador Fiscal de Talca, por el Fisco de Chile, consignó xyxy=(428,1517,814,1560)
appraisal-roll: 166-155 xyxy=(292,973,353,991)
notice-body: En causa rol V-287-2025, 3° Juzgado de Letras de Talca, caratulada “Consejo de Defensa del Estado (DS 1142 , LOTE 1)”, José Isidoro Villalobos García-Huidobro, Abogado Procurador Fiscal de Talca, por el Fisco de Chile, consignó $194.009.916, como valor provisional por expropiación por el lote N°1, necesario para la ejecución de la obra pública “MEJORAMIENTO ENLACE RUTA K-610 CON RUTA 120”Lote que tiene una superficie de 173 m2, forma parte del predio rol avalúo 167-14, de la comuna de MAULE, que figura a nombre de GAVILAN SEPULVEDA MARIA ISABEL Y OT, cuyos deslindes son: Norte: RUTA K-610 Y TERRENO MUNICIPAL, Este: TERRENO MUNICIPAL Y RESTO DEL PREDIO, Sur: RESTO DEL PREDIO Y LOTE N°2, y, Oeste: LOTE N°2 Y RUTA K-610. Conforme art. 23 D.L. 2.186, de 1978, ordénese publicar para conminar a titulares derechos reales constituidos antes acto expropiatorio, y acreedores que antes de ese día obtuvieron resoluciones judiciales que embaracen o limiten dominio lote expropiado o ejercicio de sus facultades, para que, dentro del plazo legal, hagan valer derechos sobre indemnización consignada, bajo apercibimiento de no poder ejercerlos después. xyxy=(834,712,1221,1300)
case-rol: V-292-2025, 3° Juzgado de Letras de Talca xyxy=(21,1375,408,1417)
lot-number: lote N°1, xyxy=(834,830,1221,872)
amount: $10.623.264 xyxy=(1532,167,1622,185)
commune: MAULE xyxy=(938,949,996,967)
